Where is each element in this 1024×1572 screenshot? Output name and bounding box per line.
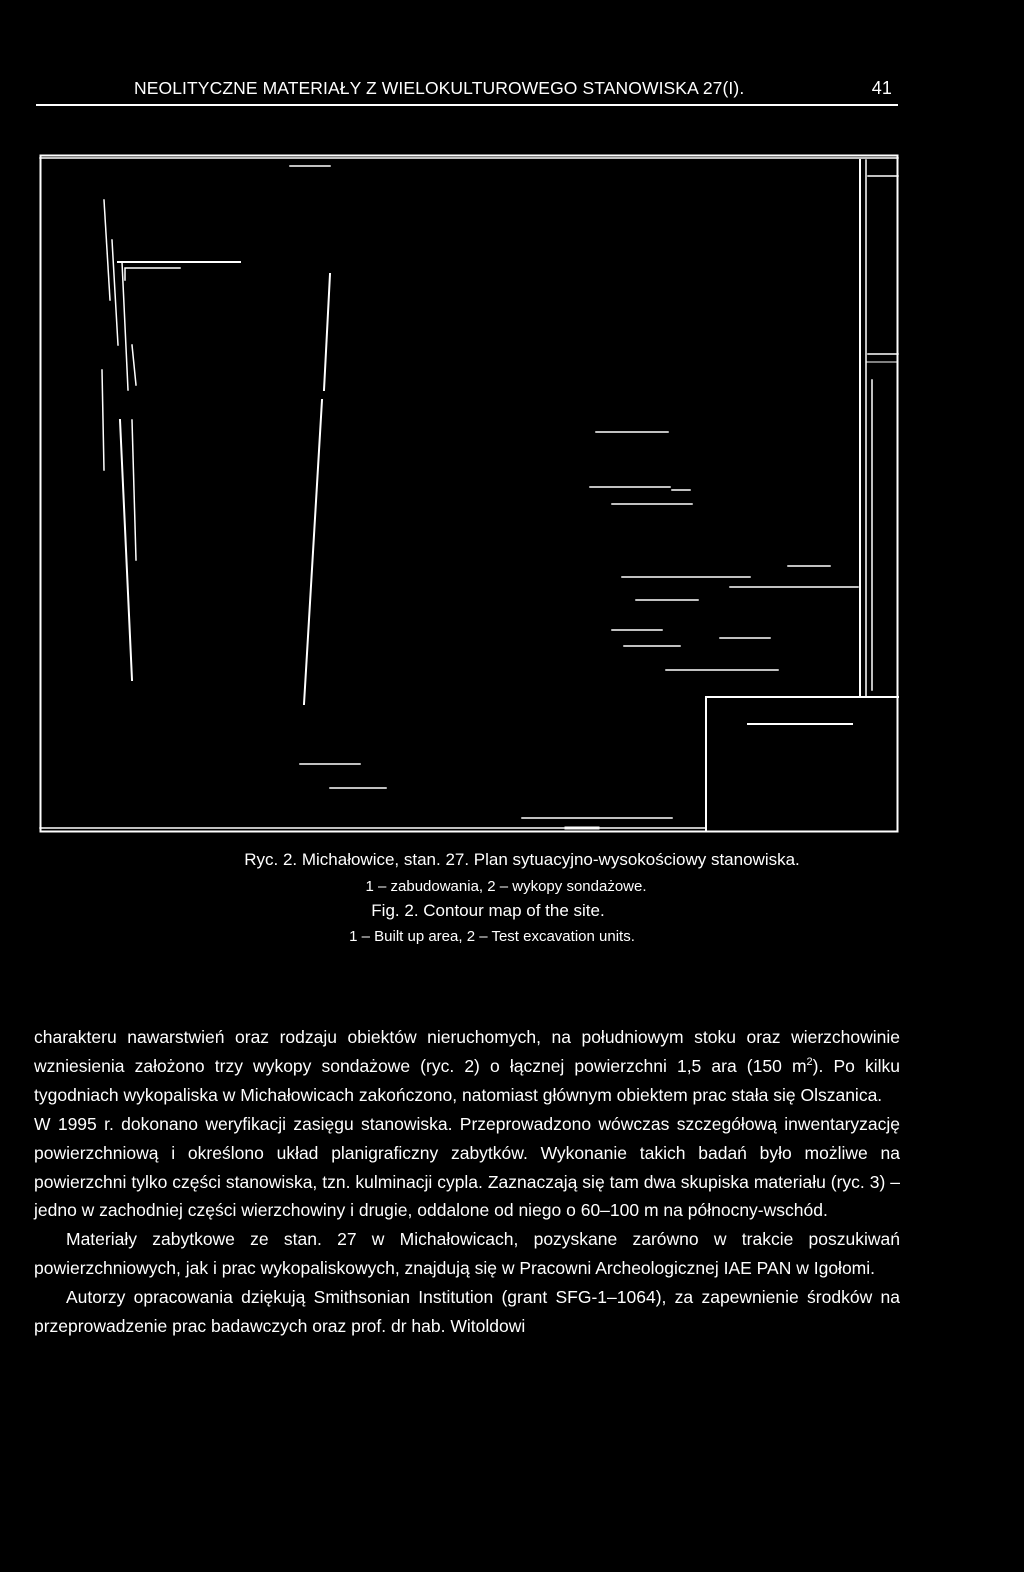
figure-caption-en-line2: 1 – Built up area, 2 – Test excavation units. xyxy=(349,928,635,945)
paragraph-1-part2: ). Po kilku tygodniach wykopaliska w Michałowicach zakończono, natomiast głównym obiektem prac stała się Olszanica. xyxy=(34,1055,900,1105)
body-text xyxy=(34,1023,900,1341)
map-frame xyxy=(41,156,898,832)
contour-left-1 xyxy=(104,200,110,300)
paragraph-1-superscript: 2 xyxy=(806,1056,813,1069)
contour-left-5 xyxy=(120,420,132,680)
paragraph-2: W 1995 r. dokonano weryfikacji zasięgu stanowiska. Przeprowadzono wówczas szczegółową inwentaryzację powierzchniową i określono układ planigraficzny zabytków. Wykonanie takich badań było możliwe na powierzchni tylko części stanowiska, tzn. kulminacji cypla. Zaznaczają się tam dwa skupiska materiału (ryc. 3) – jedno w zachodniej części wierzchowiny i drugie, oddalone od niego o 60–100 m na północny-wschód. xyxy=(34,1113,900,1221)
paragraph-1 xyxy=(34,1023,900,1110)
excavation-box xyxy=(706,697,898,831)
paragraph-3: Materiały zabytkowe ze stan. 27 w Michałowicach, pozyskane zarówno w trakcie poszukiwań powierzchniowych, jak i prac wykopaliskowych, znajdują się w Pracowni Archeologicznej IAE PAN w Igołomi. xyxy=(34,1229,900,1279)
contour-left-6 xyxy=(132,420,136,560)
figure-caption-pl-line2: 1 – zabudowania, 2 – wykopy sondażowe. xyxy=(365,878,647,895)
contour-left-2 xyxy=(102,370,104,470)
contour-centre-2 xyxy=(304,400,322,704)
contour-left-3 xyxy=(112,240,118,345)
paragraph-1-part1: charakteru nawarstwień oraz rodzaju obiektów nieruchomych, na południowym stoku oraz wierzchowinie wzniesienia założono trzy wykopy sondażowe (ryc. 2) o łącznej powierzchni 1,5 ara (150 m xyxy=(34,1027,900,1076)
paragraph-4: Autorzy opracowania dziękują Smithsonian Institution (grant SFG-1–1064), za zapewnienie środków na przeprowadzenie prac badawczych oraz prof. dr hab. Witoldowi xyxy=(34,1287,900,1337)
contour-left-4 xyxy=(122,262,128,390)
running-head-title: NEOLITYCZNE MATERIAŁY Z WIELOKULTUROWEGO STANOWISKA 27(I). xyxy=(134,78,745,98)
figure-caption-pl-line1: Ryc. 2. Michałowice, stan. 27. Plan sytuacyjno-wysokościowy stanowiska. xyxy=(244,850,800,869)
page-number: 41 xyxy=(871,78,892,98)
contour-centre-1 xyxy=(324,274,330,390)
contour-upper-l xyxy=(125,268,180,280)
figure-caption-en-line1: Fig. 2. Contour map of the site. xyxy=(371,901,605,920)
contour-upper-l-small xyxy=(132,345,136,385)
